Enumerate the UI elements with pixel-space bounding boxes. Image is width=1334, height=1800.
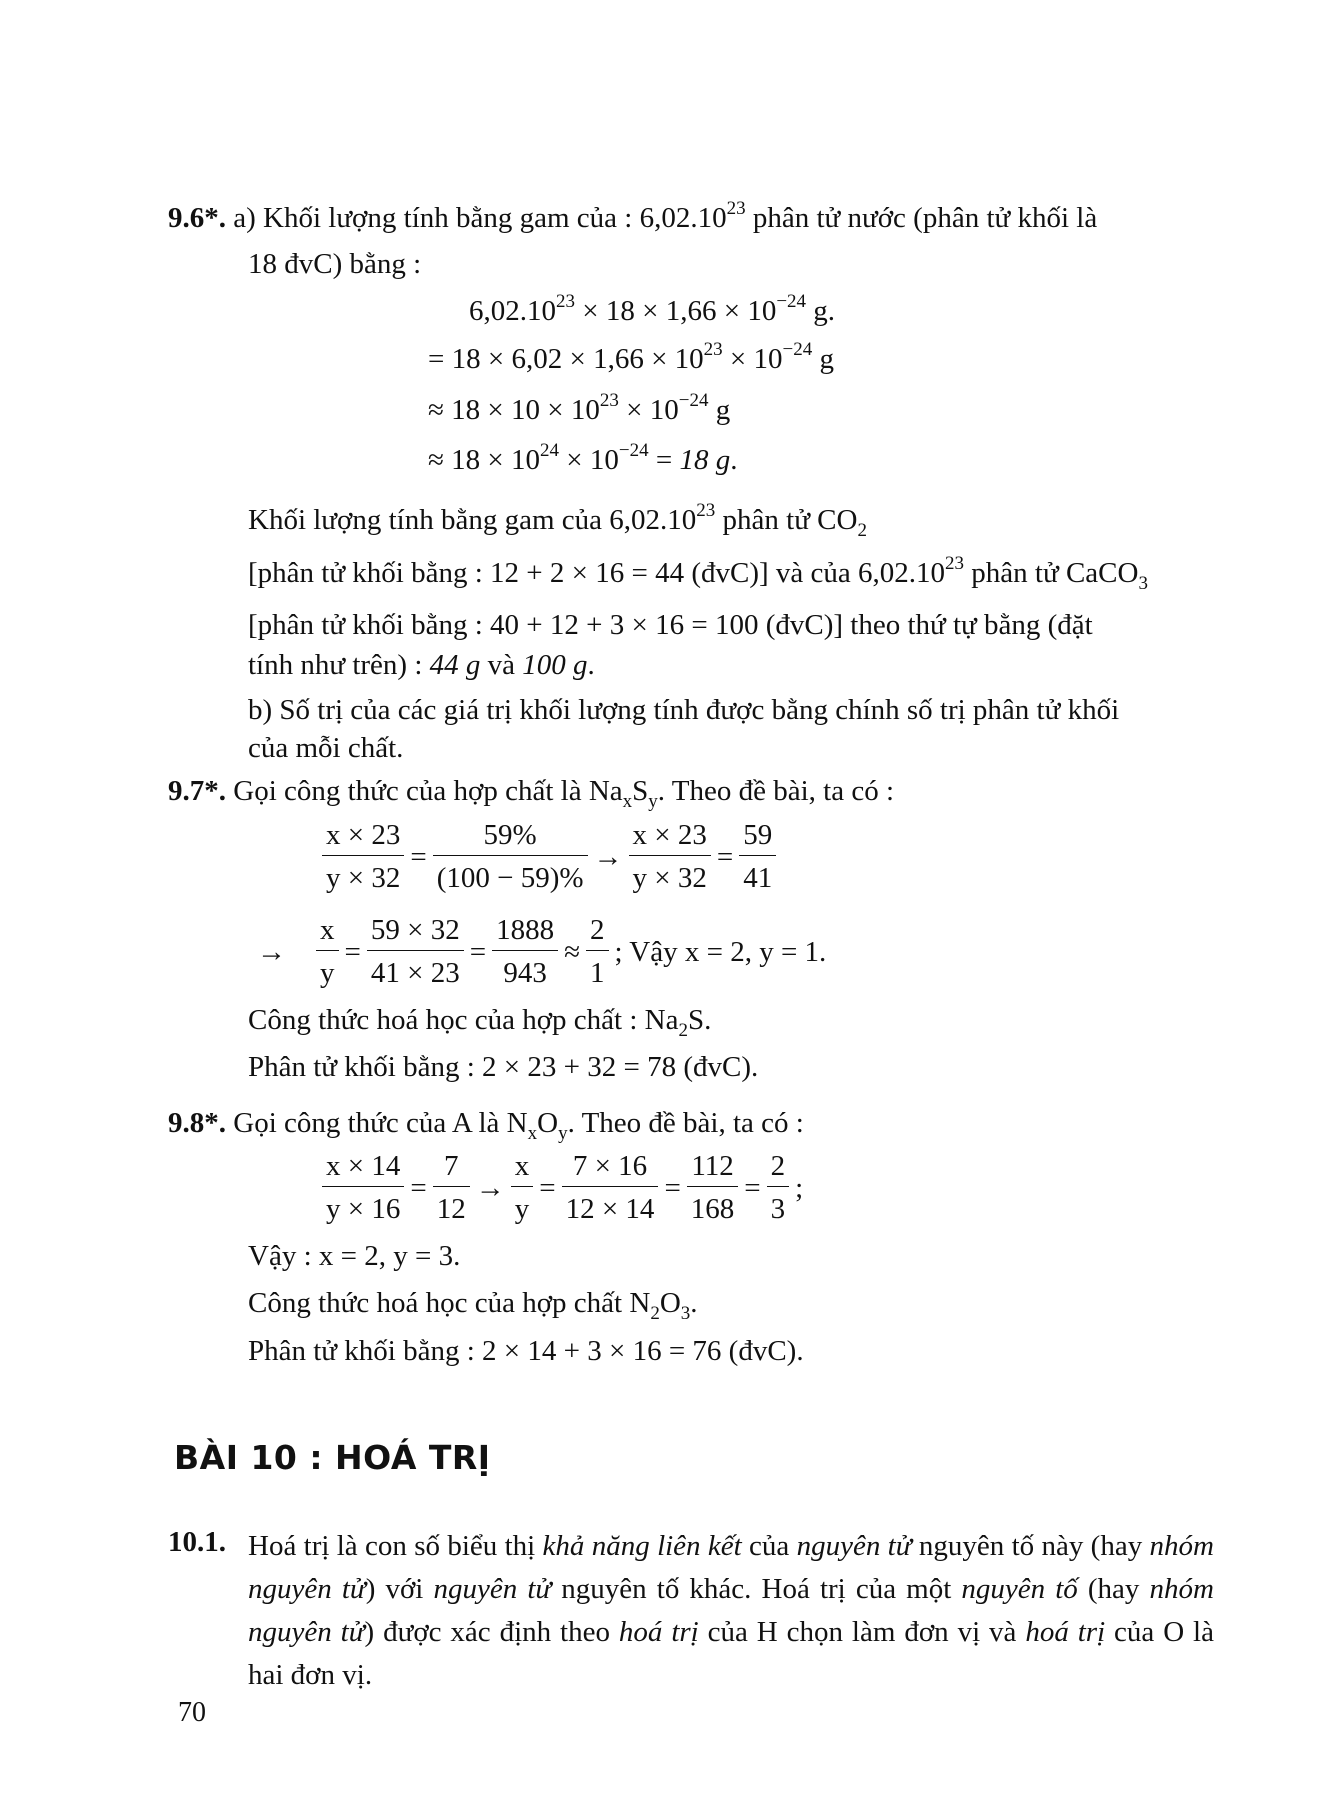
equation-9-7-row-1: $\frac{x \times 23}{y \times 32}$ = $\frac{59\%}{(100 - 59)\%}$ → $\frac{x \times 23}{y \times 32}$ = $\frac{59}{41}$ (322, 817, 776, 896)
mw-na2s-line: Phân tử khối bằng : 2 × 23 + 32 = 78 (đvC). (248, 1051, 759, 1083)
fraction: $\frac{x}{y}$ (511, 1148, 534, 1227)
fraction: $\frac{7 \times 16}{12 \times 14}$ (562, 1148, 659, 1227)
exercise-10-1-label: 10.1. (168, 1526, 226, 1558)
part-b-line-1: b) Số trị của các giá trị khối lượng tính được bằng chính số trị phân tử khối (248, 694, 1120, 726)
exercise-label: 9.7*. (168, 775, 226, 807)
mw-line: [phân tử khối bằng : 40 + 12 + 3 × 16 = 100 (đvC)] theo thứ tự bằng (đặt (248, 609, 1093, 641)
equation-9-8: $\frac{x \times 14}{y \times 16}$ = $\frac{7}{12}$ → $\frac{x}{y}$ = $\frac{7 \times 16}{12 \times 14}$ = $\frac{112}{168}$ = $\frac{2}{3}$ ; (322, 1148, 809, 1227)
calc-line-3: ≈ $18 \times 10 \times 10^{23} \times 10^{-24}$ g (428, 390, 731, 426)
calc-line-2: = $18 \times 6,02 \times 1,66 \times 10^{23} \times 10^{-24}$ g (428, 339, 834, 375)
section-heading: BÀI 10 : HOÁ TRỊ (174, 1438, 491, 1477)
fraction: $\frac{2}{3}$ (767, 1148, 790, 1227)
fraction: $\frac{7}{12}$ (433, 1148, 470, 1227)
caco3-line: [phân tử khối bằng : 12 + 2 × 16 = 44 (đvC)] và của 6,02.10$^{23}$ phân tử CaCO$_3$ (248, 553, 1148, 594)
arrow-symbol: → (257, 935, 286, 968)
fraction: $\frac{1888}{943}$ (492, 912, 558, 991)
co2-line: Khối lượng tính bằng gam của 6,02.10$^{23}$ phân tử $CO_2$ (248, 500, 867, 541)
exercise-9-7-line-1: 9.7*. Gọi công thức của hợp chất là $Na_xS_y$. Theo đề bài, ta có : (168, 775, 895, 812)
fraction: $\frac{x}{y}$ (316, 912, 339, 991)
fraction: $\frac{x \times 14}{y \times 16}$ (322, 1148, 404, 1227)
fraction: $\frac{2}{1}$ (586, 912, 609, 991)
fraction: $\frac{x \times 23}{y \times 32}$ (629, 817, 711, 896)
fraction: $\frac{x \times 23}{y \times 32}$ (322, 817, 404, 896)
exercise-9-6-line-1: 9.6*. a) Khối lượng tính bằng gam của : 6,02.10$^{23}$ phân tử nước (phân tử khối là (168, 198, 1098, 234)
mw-n2o3-line: Phân tử khối bằng : 2 × 14 + 3 × 16 = 76 (đvC). (248, 1335, 804, 1367)
fraction: $\frac{112}{168}$ (687, 1148, 739, 1227)
mw-line-2: tính như trên) : 44 g và 100 g. (248, 649, 595, 681)
arrow-symbol: → (475, 1171, 505, 1204)
formula-na2s-line: Công thức hoá học của hợp chất : $Na_2S$. (248, 1004, 712, 1041)
fraction: $\frac{59\%}{(100 - 59)\%}$ (433, 817, 588, 896)
exercise-label: 9.6*. (168, 202, 226, 234)
arrow-symbol: → (593, 840, 623, 873)
result-9-8: Vậy : x = 2, y = 3. (248, 1240, 461, 1272)
calc-line-1: $6,02.10^{23} \times 18 \times 1,66 \times 10^{-24}$ g. (469, 291, 836, 327)
equation-9-7-row-2: → $\frac{x}{y}$ = $\frac{59 \times 32}{41 \times 23}$ = $\frac{1888}{943}$ ≈ $\frac{2}{1}$ ; Vậy x = 2, y = 1. (251, 912, 832, 991)
part-b-line-2: của mỗi chất. (248, 732, 404, 764)
exercise-9-8-line-1: 9.8*. Gọi công thức của A là $N_xO_y$. Theo đề bài, ta có : (168, 1107, 804, 1144)
exercise-10-1-text: Hoá trị là con số biểu thị khả năng liên kết của nguyên tử nguyên tố này (hay nhóm nguyên tử) với nguyên tử nguyên tố khác. Hoá trị của một nguyên tố (hay nhóm nguyên tử) được xác định theo hoá trị của H chọn làm đơn vị và hoá trị của O là hai đơn vị. (248, 1530, 1214, 1691)
fraction: $\frac{59}{41}$ (739, 817, 776, 896)
calc-line-4: ≈ $18 \times 10^{24} \times 10^{-24} = 18$ g. (428, 440, 738, 476)
page-number: 70 (178, 1697, 206, 1728)
fraction: $\frac{59 \times 32}{41 \times 23}$ (367, 912, 464, 991)
formula-n2o3-line: Công thức hoá học của hợp chất $N_2O_3$. (248, 1287, 698, 1324)
exercise-label: 9.8*. (168, 1107, 226, 1139)
exercise-9-6-line-2: 18 đvC) bằng : (248, 248, 422, 280)
